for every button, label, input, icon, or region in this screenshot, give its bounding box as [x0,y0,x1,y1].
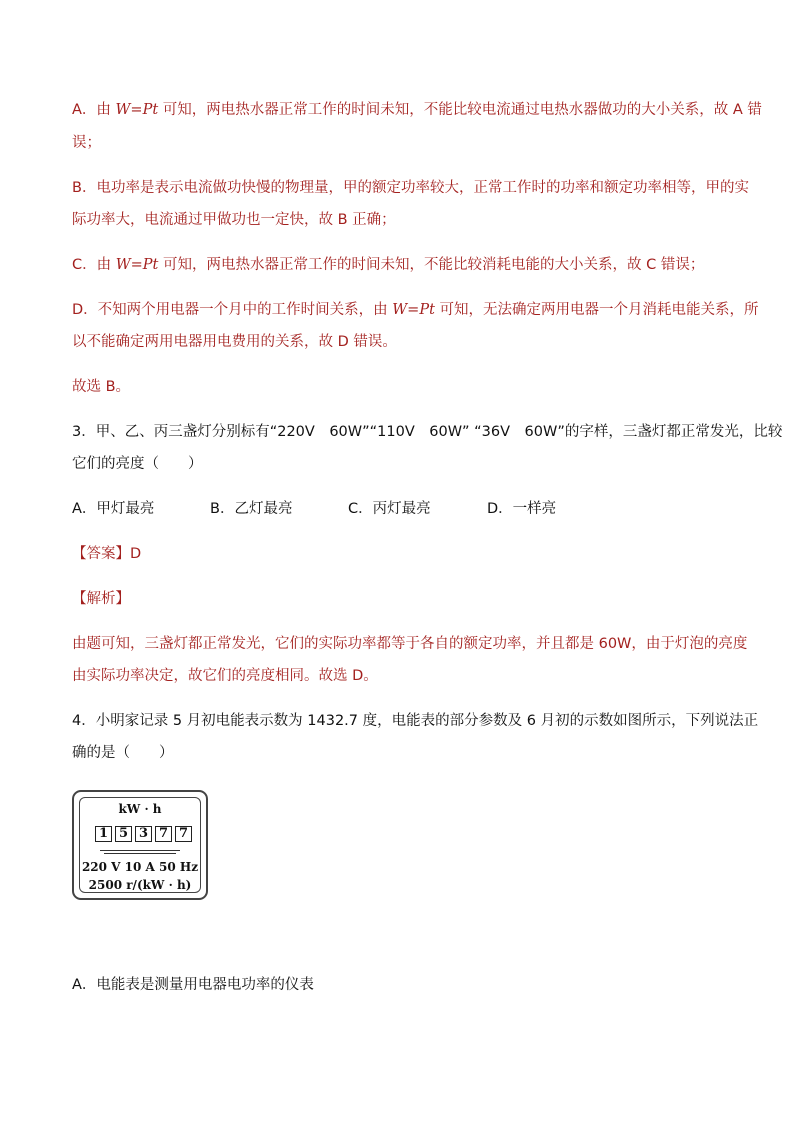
q4-stem-line1: 4．小明家记录 5 月初电能表示数为 1432.7 度，电能表的部分参数及 6 月初的示数如图所示，下列说法正 [72,713,759,729]
answer-label: 【答案】 [72,546,130,562]
meter-digit: 3 [135,826,152,842]
analysis-option-a-line1 [72,100,762,120]
analysis-c-label: C．由 [72,257,116,273]
meter-disk-line [100,850,180,851]
q3-option-b: B．乙灯最亮 [210,501,293,517]
analysis-a-text: 可知，两电热水器正常工作的时间未知，不能比较电流通过电热水器做功的大小关系，故 A 错 [158,102,762,118]
q3-analysis-line2: 由实际功率决定，故它们的亮度相同。故选 D。 [72,668,378,684]
meter-constant: 2500 r/(kW · h) [88,878,192,892]
meter-specs: 220 V 10 A 50 Hz [81,860,199,874]
meter-disk-line [104,853,176,854]
analysis-d-label: D．不知两个用电器一个月中的工作时间关系，由 [72,302,393,318]
meter-digit: 1 [95,826,112,842]
meter-digits [95,826,195,842]
analysis-c-text: 可知，两电热水器正常工作的时间未知，不能比较消耗电能的大小关系，故 C 错误； [158,257,705,273]
analysis-option-d-line2: 以不能确定两用电器用电费用的关系，故 D 错误。 [72,334,397,350]
q3-stem-line2: 它们的亮度（ ） [72,456,203,472]
q3-answer [72,544,141,564]
analysis-option-a-line2: 误； [72,135,101,151]
analysis-text: 由题可知，三盏灯都正常发光，它们的实际功率都等于各自的额定功率，并且都是 [72,636,599,652]
q3-analysis-line1 [72,634,747,654]
analysis-value: 60W [598,636,632,652]
analysis-a-label: A．由 [72,102,116,118]
answer-value: D [130,546,142,562]
meter-unit: kW · h [118,802,162,816]
meter-digit: 5 [115,826,132,842]
q4-stem-line2: 确的是（ ） [72,745,174,761]
analysis-option-b-line1: B．电功率是表示电流做功快慢的物理量，甲的额定功率较大，正常工作时的功率和额定功率相等，甲的实 [72,180,749,196]
q3-option-a: A．甲灯最亮 [72,501,155,517]
analysis-d-text: 可知，无法确定两用电器一个月消耗电能关系，所 [434,302,759,318]
q3-stem-line1: 3．甲、乙、丙三盏灯分别标有“220V 60W”“110V 60W” “36V 60W”的字样，三盏灯都正常发光，比较 [72,424,783,440]
q3-analysis-label: 【解析】 [72,591,130,607]
analysis-text: ，由于灯泡的亮度 [631,636,748,652]
meter-panel [79,797,201,893]
q4-option-a: A．电能表是测量用电器电功率的仪表 [72,977,314,993]
analysis-option-d-line1 [72,300,759,320]
formula: W=Pt [115,257,159,273]
electricity-meter-figure [72,790,208,900]
q3-option-d: D．一样亮 [487,501,557,517]
q3-option-c: C．丙灯最亮 [348,501,431,517]
meter-digit: 7 [155,826,172,842]
formula: W=Pt [392,302,435,318]
analysis-option-c-line1 [72,255,704,275]
analysis-option-b-line2: 际功率大，电流通过甲做功也一定快，故 B 正确； [72,212,396,228]
analysis-conclusion: 故选 B。 [72,379,131,395]
formula: W=Pt [115,102,159,118]
meter-digit: 7 [175,826,192,842]
